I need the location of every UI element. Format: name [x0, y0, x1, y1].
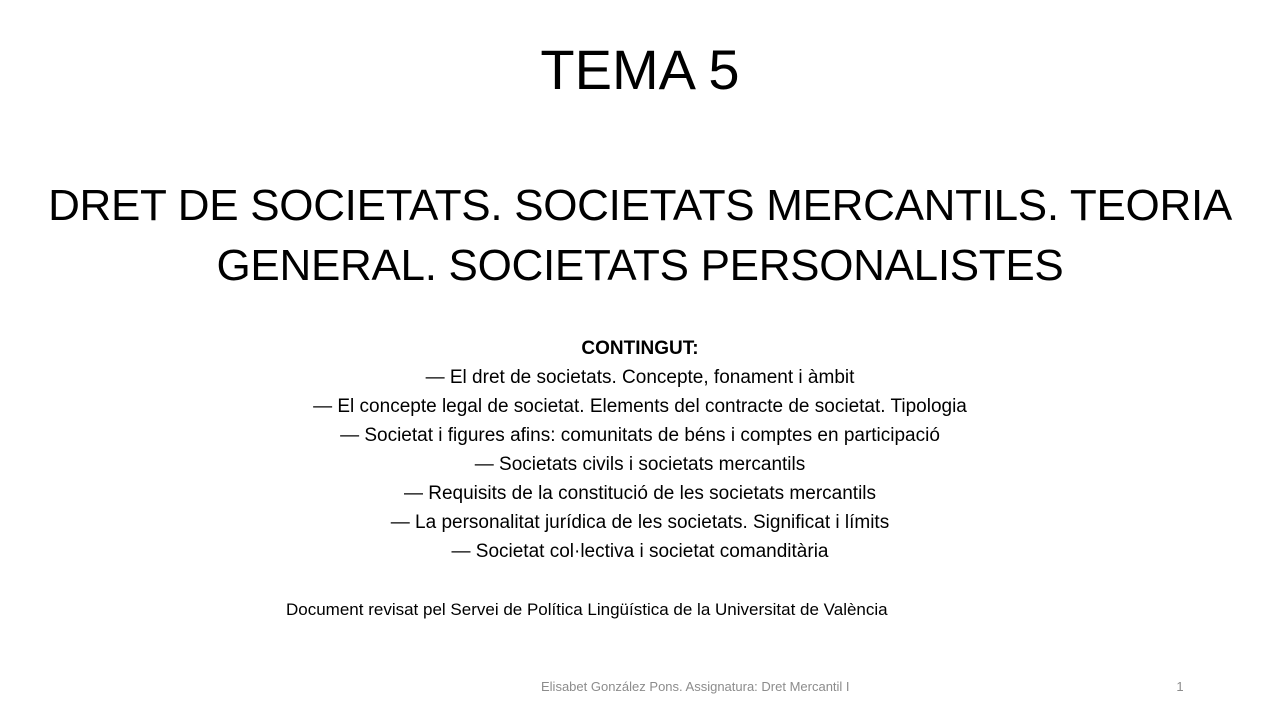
slide-title-line-2: GENERAL. SOCIETATS PERSONALISTES — [216, 241, 1064, 290]
revision-note: Document revisat pel Servei de Política Lingüística de la Universitat de València — [286, 600, 888, 619]
slide-title-line-1: DRET DE SOCIETATS. SOCIETATS MERCANTILS. TEORIA — [48, 181, 1232, 230]
page-number: 1 — [1176, 679, 1184, 694]
contents-item: — Societats civils i societats mercantils — [474, 454, 806, 475]
slide-title — [40, 176, 1240, 296]
contents-item: — El dret de societats. Concepte, fonament i àmbit — [425, 367, 855, 388]
contents-item: — Societat col·lectiva i societat comanditària — [451, 541, 829, 562]
contents-item: — Requisits de la constitució de les societats mercantils — [403, 483, 877, 504]
contents-item: — Societat i figures afins: comunitats de béns i comptes en participació — [340, 425, 940, 446]
contents-section — [0, 334, 1280, 566]
contents-heading: CONTINGUT: — [581, 338, 699, 359]
contents-item: — La personalitat jurídica de les societats. Significat i límits — [390, 512, 890, 533]
slide-number-title: TEMA 5 — [540, 38, 740, 101]
contents-item: — El concepte legal de societat. Elements del contracte de societat. Tipologia — [313, 396, 967, 417]
footer-author: Elisabet González Pons. Assignatura: Dret Mercantil I — [541, 679, 850, 694]
